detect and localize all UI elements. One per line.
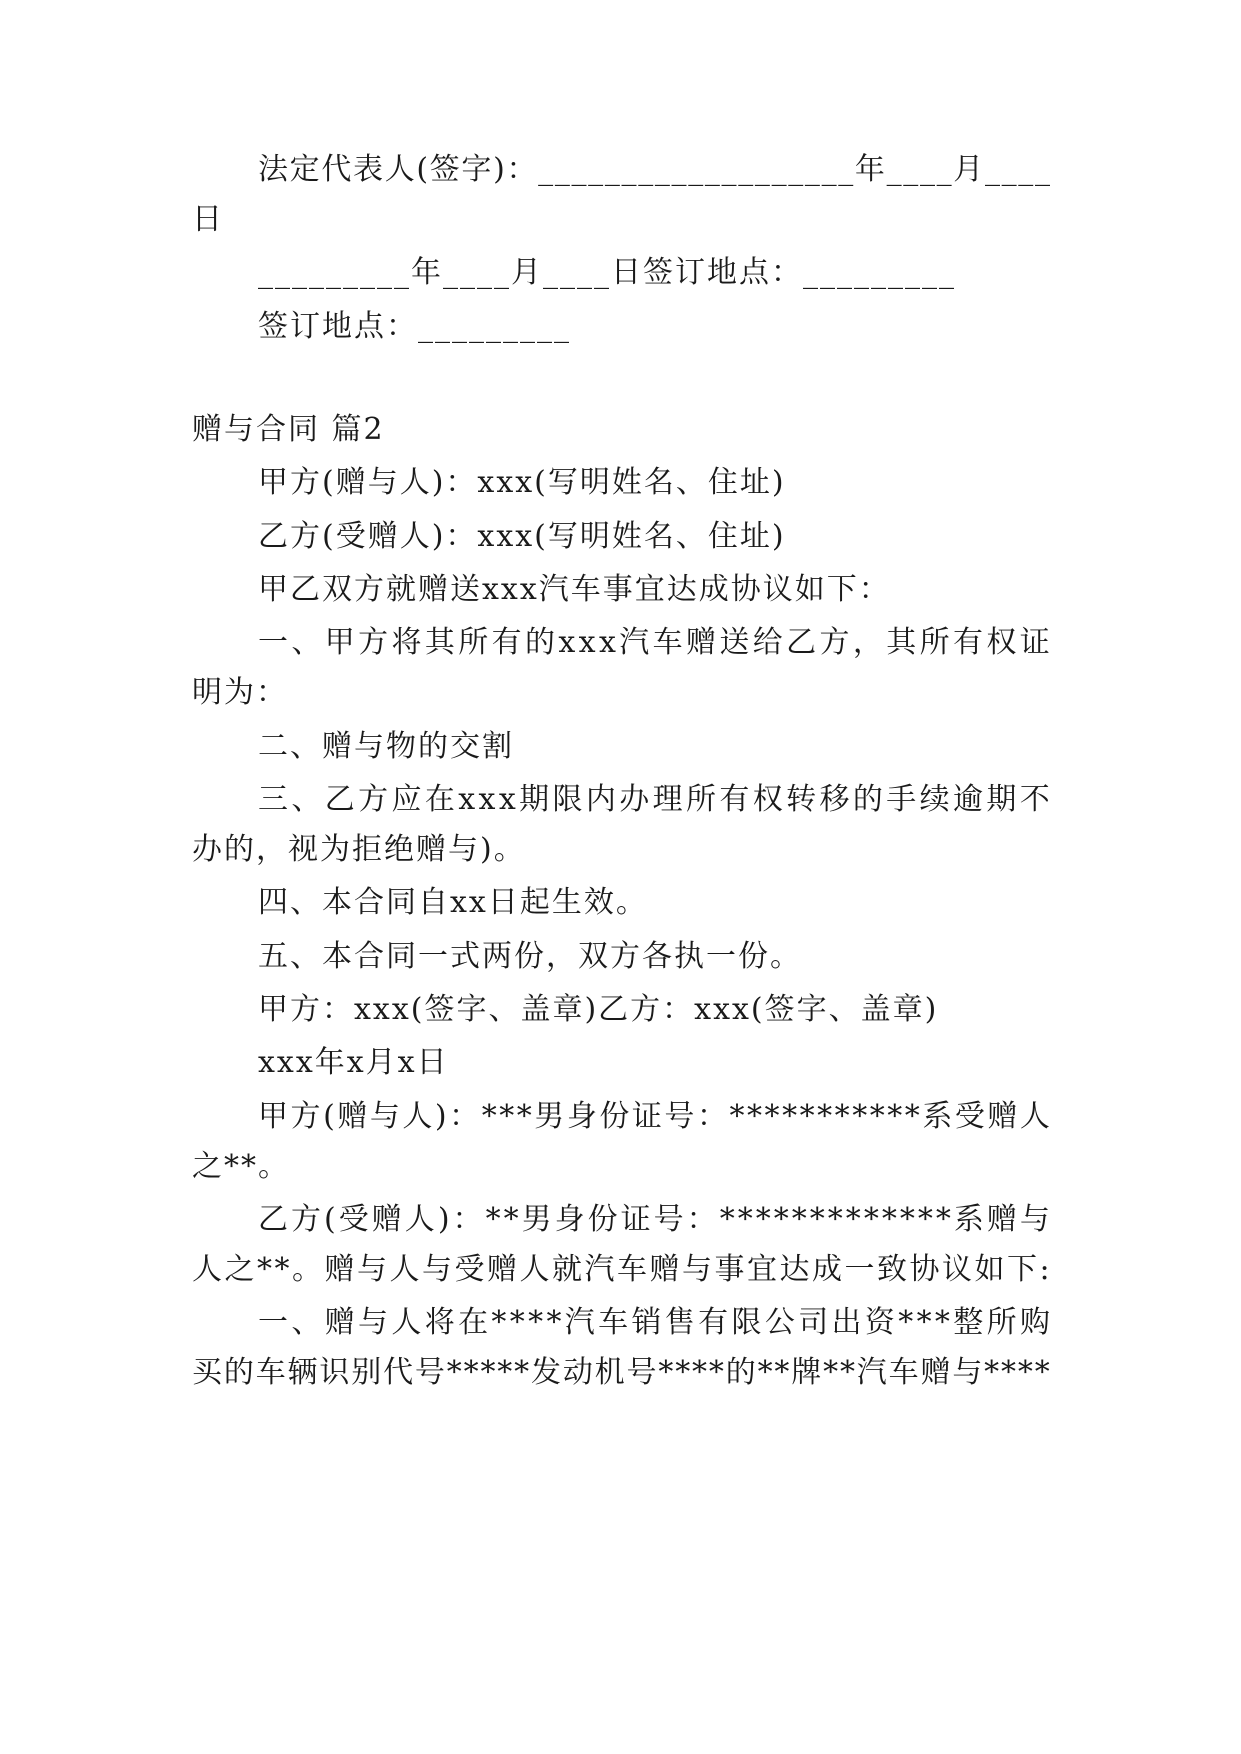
glyph: ： bbox=[449, 1099, 480, 1134]
glyph: 人 bbox=[404, 1202, 435, 1237]
glyph: 受 bbox=[338, 1202, 369, 1237]
donee-info bbox=[258, 1200, 1050, 1240]
glyph: * bbox=[899, 1202, 915, 1237]
glyph: 下 bbox=[1007, 1252, 1037, 1287]
glyph: 一 bbox=[258, 625, 288, 660]
glyph: _ bbox=[1034, 152, 1050, 187]
glyph: 定 bbox=[289, 152, 320, 187]
glyph: ， bbox=[852, 625, 883, 660]
glyph: _ bbox=[984, 152, 1000, 187]
glyph: 如 bbox=[974, 1252, 1005, 1287]
glyph: 男 bbox=[521, 1202, 552, 1237]
glyph: * bbox=[485, 1202, 501, 1237]
glyph: * bbox=[791, 1202, 807, 1237]
glyph: * bbox=[869, 1099, 885, 1134]
glyph: 赠 bbox=[986, 1202, 1017, 1237]
glyph: 公 bbox=[764, 1305, 795, 1340]
party-a-line: 甲方(赠与人)：xxx(写明姓名、住址) bbox=[258, 465, 786, 500]
glyph: 与 bbox=[682, 1252, 712, 1287]
glyph: 将 bbox=[391, 625, 422, 660]
glyph: 汽 bbox=[619, 625, 650, 660]
glyph: 办 bbox=[619, 782, 650, 817]
sign-date-place-line: _________年____月____日签订地点：_________ bbox=[258, 255, 956, 290]
glyph: 在 bbox=[424, 782, 455, 817]
glyph: 与 bbox=[952, 1355, 983, 1390]
glyph: 与 bbox=[357, 1252, 387, 1287]
glyph: 号 bbox=[653, 1202, 684, 1237]
glyph: _ bbox=[538, 152, 554, 187]
glyph: ： bbox=[452, 1202, 483, 1237]
glyph: 方 bbox=[358, 782, 389, 817]
glyph: * bbox=[773, 1202, 789, 1237]
signature-line: 甲方：xxx(签字、盖章)乙方：xxx(签字、盖章) bbox=[258, 992, 939, 1027]
glyph: 代 bbox=[321, 152, 352, 187]
glyph: 辆 bbox=[287, 1355, 318, 1390]
glyph: 车 bbox=[888, 1355, 919, 1390]
glyph: * bbox=[764, 1099, 780, 1134]
glyph: * bbox=[491, 1305, 507, 1340]
glyph: 三 bbox=[258, 782, 288, 817]
glyph: * bbox=[852, 1099, 868, 1134]
glyph: 方 bbox=[819, 625, 850, 660]
glyph: 有 bbox=[491, 625, 522, 660]
glyph: _ bbox=[886, 152, 902, 187]
glyph: 所 bbox=[919, 625, 950, 660]
glyph: 赠 bbox=[371, 1202, 402, 1237]
glyph: 议 bbox=[942, 1252, 972, 1287]
glyph: 期 bbox=[519, 782, 550, 817]
glyph: _ bbox=[571, 152, 587, 187]
glyph: * bbox=[675, 1355, 691, 1390]
text-line: 日 bbox=[192, 202, 224, 237]
glyph: * bbox=[481, 1099, 497, 1134]
glyph: 车 bbox=[255, 1355, 286, 1390]
glyph: * bbox=[729, 1099, 745, 1134]
glyph: 人 bbox=[192, 1252, 222, 1287]
glyph: 赠 bbox=[920, 1355, 951, 1390]
glyph: 的 bbox=[852, 782, 883, 817]
glyph: 方 bbox=[290, 1099, 321, 1134]
glyph: 证 bbox=[620, 1202, 651, 1237]
glyph: 内 bbox=[585, 782, 616, 817]
glyph: * bbox=[503, 1202, 519, 1237]
glyph: 期 bbox=[986, 782, 1017, 817]
glyph: * bbox=[747, 1099, 762, 1134]
glyph: 不 bbox=[1019, 782, 1050, 817]
section-heading: 赠与合同 篇2 bbox=[192, 412, 385, 447]
glyph: 表 bbox=[353, 152, 384, 187]
glyph: x bbox=[478, 782, 496, 817]
glyph: * bbox=[881, 1202, 897, 1237]
glyph: * bbox=[658, 1355, 674, 1390]
glyph: * bbox=[480, 1355, 496, 1390]
clause-5: 五、本合同一式两份，双方各执一份。 bbox=[258, 939, 802, 974]
glyph: 签 bbox=[429, 152, 460, 187]
date-line: xxx年x月x日 bbox=[258, 1045, 449, 1080]
glyph: ) bbox=[493, 152, 505, 187]
glyph: 甲 bbox=[258, 1099, 288, 1134]
glyph: * bbox=[817, 1099, 833, 1134]
agreement-intro: 甲乙双方就赠送xxx汽车事宜达成协议如下： bbox=[258, 572, 891, 607]
glyph: 号 bbox=[626, 1355, 657, 1390]
glyph: * bbox=[845, 1202, 861, 1237]
glyph: 其 bbox=[424, 625, 455, 660]
glyph: 赠 bbox=[324, 1252, 355, 1287]
glyph: x bbox=[558, 625, 576, 660]
glyph: 年 bbox=[854, 152, 885, 187]
glyph: _ bbox=[804, 152, 820, 187]
clause-3 bbox=[258, 780, 1050, 820]
glyph: 限 bbox=[731, 1305, 762, 1340]
glyph: 号 bbox=[414, 1355, 445, 1390]
glyph: _ bbox=[1001, 152, 1017, 187]
glyph: : bbox=[1039, 1252, 1050, 1287]
glyph: 转 bbox=[786, 782, 817, 817]
glyph: * bbox=[514, 1355, 530, 1390]
glyph: * bbox=[1017, 1355, 1033, 1390]
glyph: 赠 bbox=[686, 625, 717, 660]
glyph: 权 bbox=[752, 782, 783, 817]
glyph: * bbox=[839, 1355, 855, 1390]
glyph: 的 bbox=[725, 1355, 756, 1390]
glyph: 。 bbox=[292, 1252, 322, 1287]
glyph: 乙 bbox=[324, 782, 355, 817]
text-line: 明为： bbox=[192, 675, 288, 710]
glyph: 销 bbox=[631, 1305, 662, 1340]
glyph: 就 bbox=[552, 1252, 582, 1287]
glyph: 车 bbox=[617, 1252, 647, 1287]
glyph: 身 bbox=[554, 1202, 585, 1237]
glyph: 机 bbox=[594, 1355, 625, 1390]
glyph: * bbox=[446, 1355, 462, 1390]
sign-place-line: 签订地点：_________ bbox=[258, 309, 571, 344]
glyph: 男 bbox=[534, 1099, 565, 1134]
glyph: _ bbox=[688, 152, 704, 187]
glyph: 车 bbox=[652, 625, 683, 660]
glyph: 的 bbox=[525, 625, 555, 660]
clause-4: 四、本合同自xx日起生效。 bbox=[258, 885, 648, 920]
glyph: 人 bbox=[389, 1252, 420, 1287]
glyph: ( bbox=[416, 152, 429, 187]
glyph: 系 bbox=[953, 1202, 984, 1237]
glyph: _ bbox=[654, 152, 670, 187]
glyph: * bbox=[1001, 1355, 1016, 1390]
glyph: 方 bbox=[291, 1202, 322, 1237]
glyph: _ bbox=[554, 152, 570, 187]
glyph: * bbox=[509, 1305, 525, 1340]
glyph: 法 bbox=[258, 152, 288, 187]
glyph: 人 bbox=[519, 1252, 550, 1287]
glyph: 整 bbox=[953, 1305, 984, 1340]
glyph: 资 bbox=[864, 1305, 895, 1340]
glyph: 车 bbox=[598, 1305, 629, 1340]
glyph: 有 bbox=[698, 1305, 729, 1340]
glyph: 证 bbox=[1019, 625, 1050, 660]
text-line: 之**。 bbox=[192, 1149, 290, 1184]
glyph: _ bbox=[788, 152, 804, 187]
glyph: 逾 bbox=[953, 782, 984, 817]
glyph: 汽 bbox=[856, 1355, 887, 1390]
glyph: 续 bbox=[919, 782, 950, 817]
glyph: * bbox=[898, 1305, 914, 1340]
glyph: * bbox=[757, 1355, 773, 1390]
glyph: 购 bbox=[1019, 1305, 1050, 1340]
glyph: x bbox=[458, 782, 476, 817]
glyph: * bbox=[904, 1099, 920, 1134]
glyph: 号 bbox=[664, 1099, 695, 1134]
glyph: 汽 bbox=[584, 1252, 615, 1287]
glyph: * bbox=[463, 1355, 479, 1390]
clause-1-b bbox=[258, 1303, 1050, 1343]
glyph: 与 bbox=[369, 1099, 400, 1134]
glyph: 、 bbox=[291, 625, 322, 660]
glyph: 之 bbox=[224, 1252, 255, 1287]
glyph: 份 bbox=[599, 1099, 630, 1134]
glyph: * bbox=[257, 1252, 272, 1287]
glyph: 有 bbox=[719, 782, 750, 817]
glyph: 乙 bbox=[258, 1202, 288, 1237]
glyph: 受 bbox=[954, 1099, 985, 1134]
glyph: ( bbox=[324, 1202, 336, 1237]
glyph: 牌 bbox=[791, 1355, 822, 1390]
signature-date-line bbox=[258, 150, 1050, 190]
glyph: * bbox=[887, 1099, 903, 1134]
glyph: x bbox=[498, 782, 516, 817]
glyph: _ bbox=[754, 152, 770, 187]
text-line-continued bbox=[192, 1353, 1050, 1393]
glyph: 动 bbox=[562, 1355, 593, 1390]
glyph: 身 bbox=[566, 1099, 597, 1134]
glyph: _ bbox=[621, 152, 637, 187]
glyph: 代 bbox=[383, 1355, 414, 1390]
glyph: 宜 bbox=[747, 1252, 777, 1287]
glyph: 字 bbox=[461, 152, 492, 187]
glyph: _ bbox=[936, 152, 952, 187]
glyph: 别 bbox=[351, 1355, 382, 1390]
glyph: _ bbox=[821, 152, 837, 187]
glyph: 达 bbox=[779, 1252, 810, 1287]
glyph: _ bbox=[903, 152, 919, 187]
glyph: x bbox=[598, 625, 616, 660]
glyph: _ bbox=[1018, 152, 1034, 187]
glyph: 所 bbox=[458, 625, 489, 660]
glyph: * bbox=[719, 1202, 735, 1237]
glyph: 与 bbox=[422, 1252, 452, 1287]
glyph: _ bbox=[671, 152, 687, 187]
glyph: * bbox=[692, 1355, 708, 1390]
glyph: 权 bbox=[986, 625, 1017, 660]
glyph: * bbox=[1034, 1355, 1050, 1390]
glyph: 人 bbox=[1019, 1099, 1050, 1134]
glyph: _ bbox=[704, 152, 720, 187]
glyph: 将 bbox=[424, 1305, 455, 1340]
glyph: 人 bbox=[391, 1305, 422, 1340]
glyph: 系 bbox=[922, 1099, 953, 1134]
glyph: 出 bbox=[831, 1305, 862, 1340]
glyph: ) bbox=[437, 1202, 450, 1237]
glyph: ( bbox=[323, 1099, 335, 1134]
glyph: 赠 bbox=[324, 1305, 355, 1340]
glyph: * bbox=[917, 1202, 933, 1237]
glyph: 赠 bbox=[487, 1252, 517, 1287]
glyph: * bbox=[528, 1305, 544, 1340]
clause-1 bbox=[258, 623, 1050, 663]
glyph: 所 bbox=[686, 782, 717, 817]
glyph: 其 bbox=[886, 625, 917, 660]
glyph: ： bbox=[686, 1202, 717, 1237]
glyph: * bbox=[274, 1252, 290, 1287]
glyph: 一 bbox=[258, 1305, 288, 1340]
glyph: * bbox=[755, 1202, 771, 1237]
glyph: 司 bbox=[798, 1305, 829, 1340]
glyph: 、 bbox=[291, 782, 322, 817]
glyph: 人 bbox=[402, 1099, 433, 1134]
glyph: * bbox=[809, 1202, 825, 1237]
glyph: 与 bbox=[358, 1305, 389, 1340]
glyph: 的 bbox=[223, 1355, 254, 1390]
glyph: * bbox=[546, 1305, 562, 1340]
glyph: 受 bbox=[454, 1252, 485, 1287]
glyph: 、 bbox=[291, 1305, 322, 1340]
glyph: * bbox=[782, 1099, 798, 1134]
glyph: 理 bbox=[652, 782, 683, 817]
agreement-statement bbox=[192, 1250, 1050, 1290]
glyph: _ bbox=[738, 152, 754, 187]
glyph: ： bbox=[506, 152, 537, 187]
glyph: * bbox=[935, 1202, 951, 1237]
glyph: _ bbox=[721, 152, 737, 187]
glyph: 份 bbox=[587, 1202, 618, 1237]
glyph: * bbox=[499, 1099, 515, 1134]
donor-info bbox=[258, 1097, 1050, 1137]
glyph: _ bbox=[838, 152, 854, 187]
glyph: 与 bbox=[1019, 1202, 1050, 1237]
glyph: 甲 bbox=[324, 625, 355, 660]
clause-2: 二、赠与物的交割 bbox=[258, 729, 514, 764]
glyph: 移 bbox=[819, 782, 850, 817]
glyph: 方 bbox=[358, 625, 389, 660]
glyph: 汽 bbox=[564, 1305, 595, 1340]
text-line: 办的，视为拒绝赠与)。 bbox=[192, 832, 526, 867]
glyph: 月 bbox=[953, 152, 984, 187]
glyph: * bbox=[916, 1305, 932, 1340]
glyph: ： bbox=[696, 1099, 727, 1134]
glyph: 在 bbox=[458, 1305, 489, 1340]
glyph: _ bbox=[771, 152, 787, 187]
glyph: * bbox=[834, 1099, 850, 1134]
glyph: 手 bbox=[886, 782, 917, 817]
glyph: 送 bbox=[719, 625, 750, 660]
glyph: 协 bbox=[909, 1252, 940, 1287]
glyph: 有 bbox=[953, 625, 984, 660]
glyph: ) bbox=[434, 1099, 447, 1134]
glyph: _ bbox=[638, 152, 654, 187]
glyph: _ bbox=[588, 152, 604, 187]
glyph: 人 bbox=[384, 152, 415, 187]
glyph: 应 bbox=[391, 782, 422, 817]
glyph: 发 bbox=[530, 1355, 561, 1390]
glyph: 成 bbox=[812, 1252, 842, 1287]
glyph: * bbox=[799, 1099, 815, 1134]
glyph: 证 bbox=[631, 1099, 662, 1134]
glyph: * bbox=[984, 1355, 1000, 1390]
glyph: * bbox=[774, 1355, 790, 1390]
glyph: _ bbox=[604, 152, 620, 187]
glyph: * bbox=[737, 1202, 753, 1237]
glyph: 售 bbox=[664, 1305, 695, 1340]
glyph: 赠 bbox=[337, 1099, 368, 1134]
glyph: 赠 bbox=[987, 1099, 1018, 1134]
glyph: 事 bbox=[714, 1252, 745, 1287]
glyph: 乙 bbox=[786, 625, 817, 660]
glyph: * bbox=[823, 1355, 839, 1390]
glyph: 致 bbox=[877, 1252, 907, 1287]
glyph: * bbox=[934, 1305, 950, 1340]
glyph: _ bbox=[919, 152, 935, 187]
glyph: 限 bbox=[552, 782, 583, 817]
glyph: 所 bbox=[986, 1305, 1017, 1340]
glyph: * bbox=[863, 1202, 879, 1237]
glyph: * bbox=[497, 1355, 513, 1390]
party-b-line: 乙方(受赠人)：xxx(写明姓名、住址) bbox=[258, 519, 786, 554]
glyph: x bbox=[578, 625, 596, 660]
glyph: 买 bbox=[192, 1355, 222, 1390]
glyph: * bbox=[708, 1355, 724, 1390]
glyph: 识 bbox=[319, 1355, 350, 1390]
glyph: * bbox=[516, 1099, 532, 1134]
glyph: 赠 bbox=[649, 1252, 680, 1287]
glyph: * bbox=[827, 1202, 843, 1237]
glyph: 给 bbox=[752, 625, 783, 660]
glyph: 一 bbox=[844, 1252, 875, 1287]
